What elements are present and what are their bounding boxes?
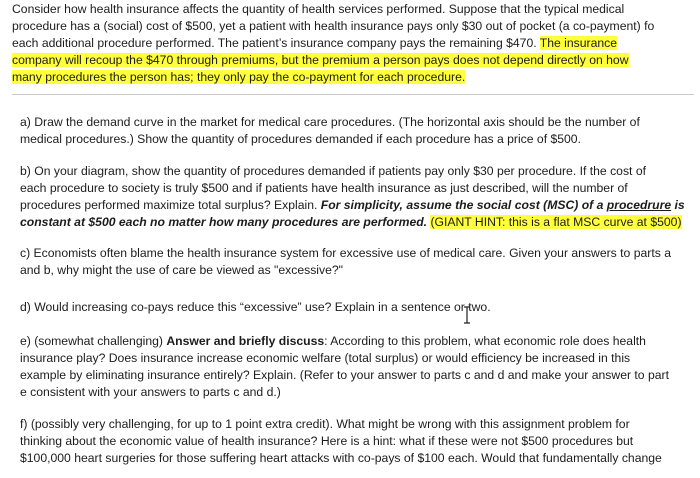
question-e-line-3: example by eliminating insurance entirely? Explain. (Refer to your answer to parts c and d and make your answer to part	[20, 368, 669, 382]
question-e-line-1c: : According to this problem, what economic role does health	[324, 334, 646, 348]
question-e-line-2: insurance play? Does insurance increase economic welfare (total surplus) or would efficiency be increased in this	[20, 351, 631, 365]
question-b-line-3d: is	[671, 198, 685, 212]
intro-line-1: Consider how health insurance affects the quantity of health services performed. Suppose that the typical medical	[12, 2, 625, 16]
intro-line-5	[12, 69, 694, 86]
question-a-line-1: a) Draw the demand curve in the market for medical care procedures. (The horizontal axis should be the number of	[20, 115, 640, 129]
question-e-emphasis: Answer and briefly discuss	[166, 334, 325, 348]
question-f-line-3: $100,000 heart surgeries for those suffering heart attacks with co-pays of $100 each. Would that fundamentally change	[20, 451, 662, 465]
question-f	[20, 416, 690, 467]
question-b-line-3	[20, 197, 690, 214]
question-c	[20, 245, 690, 279]
divider	[12, 94, 694, 95]
intro-line-2: procedure has a (social) cost of $500, yet a patient with health insurance pays only $30 out of pocket (a co-payment) fo	[12, 19, 655, 33]
question-f-line-1: f) (possibly very challenging, for up to 1 point extra credit). What might be wrong with this assignment problem for	[20, 417, 630, 431]
question-a	[20, 114, 690, 148]
question-c-line-1: c) Economists often blame the health insurance system for excessive use of medical care. Given your answers to parts a	[20, 246, 671, 260]
question-b-line-3a: procedures performed maximize total surplus? Explain.	[20, 198, 321, 212]
intro-line-3	[12, 35, 694, 52]
question-d	[20, 299, 690, 316]
intro-highlight-start: The insurance	[539, 36, 618, 50]
question-e-line-1	[20, 333, 690, 350]
intro-highlight-line-5: many procedures the person has; they only pay the co-payment for each procedure.	[12, 70, 466, 84]
question-e-line-4: e consistent with your answers to parts c and d.)	[20, 385, 281, 399]
question-b-hint: (GIANT HINT: this is a flat MSC curve at $500)	[430, 215, 682, 229]
question-b-emphasis-2: constant at $500 each no matter how many procedures are performed.	[20, 215, 428, 229]
question-b-line-2: each procedure to society is truly $500 and if patients have health insurance as just described, will the number of	[20, 181, 628, 195]
question-a-line-2: medical procedures.) Show the quantity of procedures demanded if each procedure has a price of $500.	[20, 132, 581, 146]
question-b-misspelled-word: procedrure	[606, 198, 672, 212]
question-c-line-2: and b, why might the use of care be viewed as "excessive?"	[20, 263, 343, 277]
intro-line-4	[12, 52, 694, 69]
question-b	[20, 163, 690, 231]
question-d-line-1: d) Would increasing co-pays reduce this “excessive” use? Explain in a sentence or two.	[20, 300, 491, 314]
text-cursor-icon	[462, 306, 472, 324]
intro-paragraph	[12, 1, 694, 86]
intro-highlight-line-4: company will recoup the $470 through premiums, but the premium a person pays does not depend directly on how	[12, 53, 629, 67]
question-e	[20, 333, 690, 401]
question-b-emphasis: For simplicity, assume the social cost (MSC) of a	[320, 198, 607, 212]
question-f-line-2: thinking about the economic value of health insurance? Here is a hint: what if these were not $500 procedures but	[20, 434, 634, 448]
intro-line-3a: each additional procedure performed. The patient’s insurance company pays the remaining $470.	[12, 36, 540, 50]
question-b-line-4	[20, 214, 690, 231]
question-e-line-1a: e) (somewhat challenging)	[20, 334, 167, 348]
question-b-line-1: b) On your diagram, show the quantity of procedures demanded if patients pay only $30 per procedure. If the cost of	[20, 164, 646, 178]
